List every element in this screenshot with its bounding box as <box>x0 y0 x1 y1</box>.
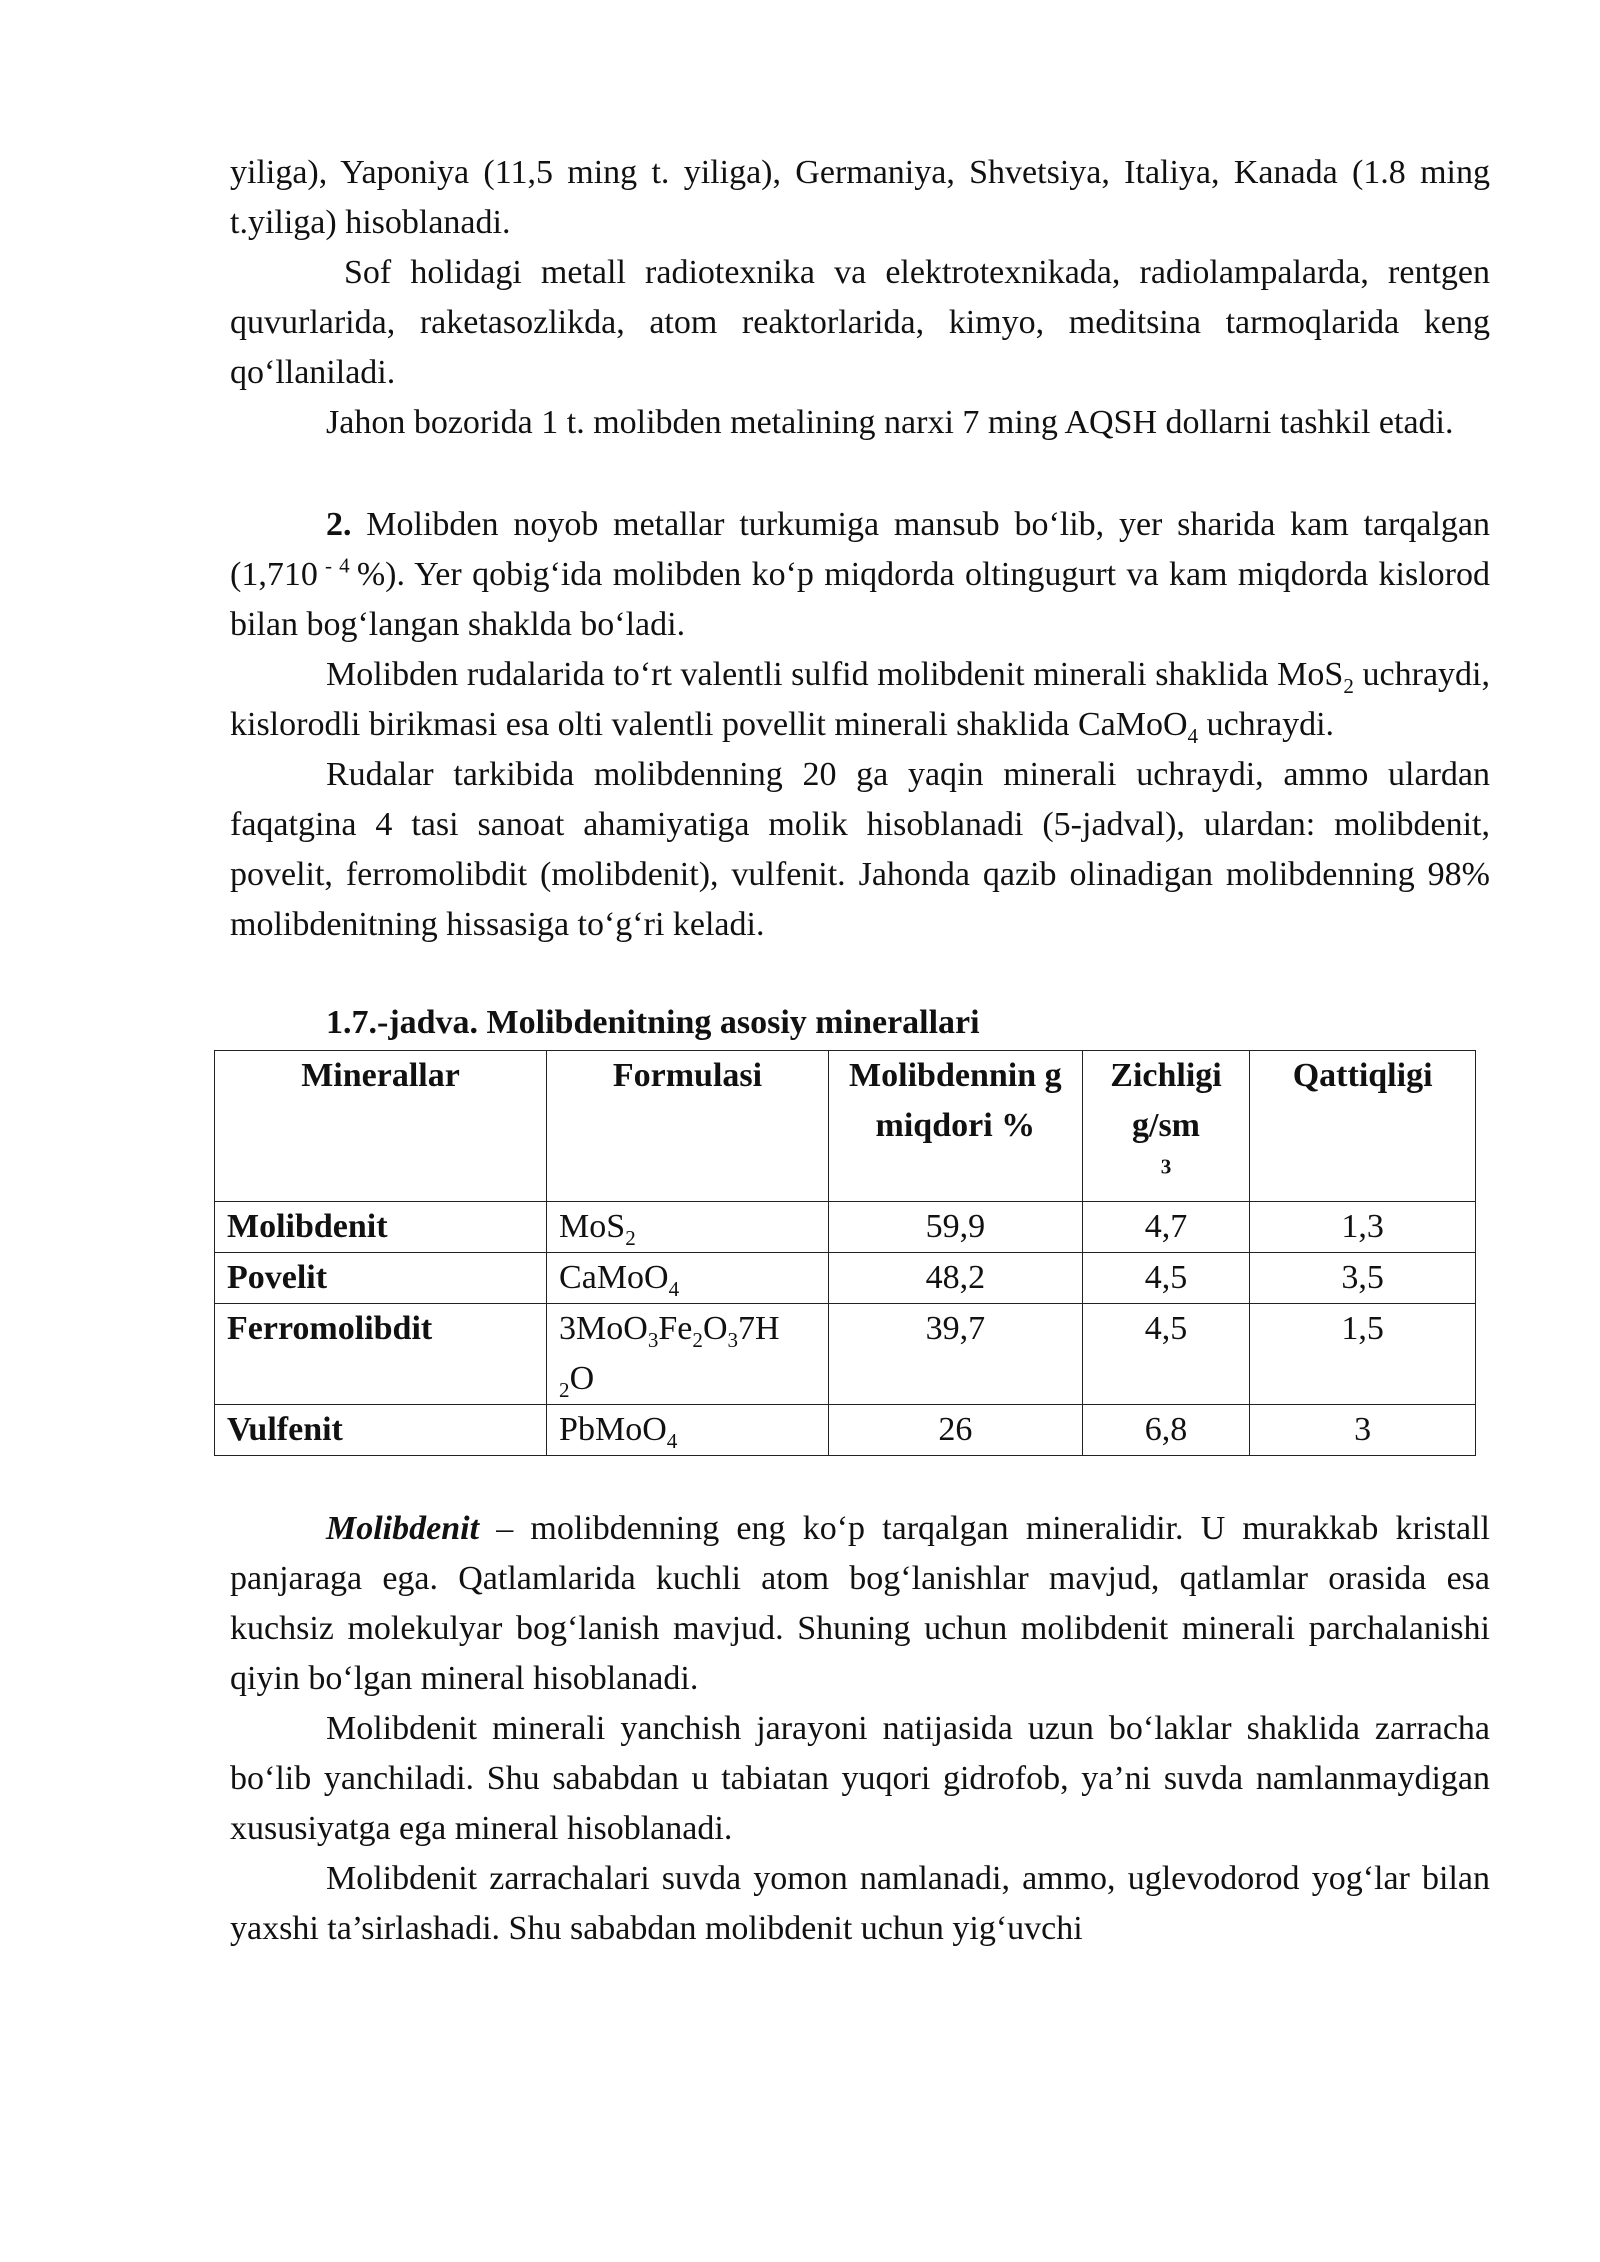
term: Molibdenit <box>326 1510 480 1547</box>
table-row <box>215 1304 1476 1405</box>
column-header: Zichligi g/sm $^3$ <box>1082 1051 1250 1202</box>
table-row <box>215 1405 1476 1456</box>
paragraph <box>230 650 1490 750</box>
density: 6,8 <box>1082 1405 1250 1456</box>
hardness: 3,5 <box>1250 1253 1476 1304</box>
column-header: Qattiqligi <box>1250 1051 1476 1202</box>
paragraph: Jahon bozorida 1 t. molibden metalining narxi 7 ming AQSH dollarni tashkil etadi. <box>326 404 1454 441</box>
hardness: 1,5 <box>1250 1304 1476 1405</box>
text-run: uchraydi. <box>1198 706 1335 743</box>
mineral-name: Molibdenit <box>215 1202 547 1253</box>
paragraph <box>230 500 1490 650</box>
paragraph <box>230 1504 1490 1704</box>
paragraph: Sof holidagi metall radiotexnika va elektrotexnikada, radiolampalarda, rentgen quvurlarida, raketasozlikda, atom reaktorlarida, kimyo, meditsina tarmoqlarida keng qo‘llaniladi. <box>230 254 1490 391</box>
spacer <box>230 448 1490 500</box>
molybdenum-content: 48,2 <box>828 1253 1082 1304</box>
text-run: Molibden noyob metallar turkumiga mansub bo‘lib, yer sharida kam tarqalgan (1,710 <box>230 506 1490 593</box>
superscript: - 4 <box>317 553 357 578</box>
formula-cell: MoS$_2$ <box>547 1202 829 1253</box>
table-caption: 1.7.-jadva. Molibdenitning asosiy minerallari <box>326 1004 980 1041</box>
text-run: uchraydi, kislorodli birikmasi esa olti valentli povellit minerali shaklida CaMoO <box>230 656 1490 743</box>
formula-cell: $3MoO_3Fe_2O_37H$ $_2$O <box>547 1304 829 1405</box>
column-header: Formulasi <box>547 1051 829 1202</box>
molybdenum-content: 39,7 <box>828 1304 1082 1405</box>
text-run: – molibdenning eng ko‘p tarqalgan mineralidir. U murakkab kristall panjaraga ega. Qatlamlarida kuchli atom bog‘lanishlar mavjud, qatlamlar orasida esa kuchsiz molekulyar bog‘lanish mavjud. Shuning uchun molibdenit minerali parchalanishi qiyin bo‘lgan mineral hisoblanadi. <box>230 1510 1490 1697</box>
table-row <box>215 1253 1476 1304</box>
mineral-name: Povelit <box>215 1253 547 1304</box>
mineral-name: Vulfenit <box>215 1405 547 1456</box>
text-run: %). Yer qobig‘ida molibden ko‘p miqdorda oltingugurt va kam miqdorda kislorod bilan bog‘langan shaklda bo‘ladi. <box>230 556 1491 643</box>
paragraph: Molibdenit zarrachalari suvda yomon namlanadi, ammo, uglevodorod yog‘lar bilan yaxshi ta’sirlashadi. Shu sababdan molibdenit uchun yig‘uvchi <box>230 1860 1490 1947</box>
spacer <box>230 950 1490 998</box>
minerals-table <box>214 1050 1476 1456</box>
molybdenum-content: 26 <box>828 1405 1082 1456</box>
subscript: 2 <box>1343 673 1354 698</box>
paragraph: Rudalar tarkibida molibdenning 20 ga yaqin minerali uchraydi, ammo ulardan faqatgina 4 tasi sanoat ahamiyatiga molik hisoblanadi (5-jadval), ulardan: molibdenit, povelit, ferromolibdit (molibdenit), vulfenit. Jahonda qazib olinadigan molibdenning 98% molibdenitning hissasiga to‘g‘ri keladi. <box>230 756 1490 943</box>
density: 4,7 <box>1082 1202 1250 1253</box>
formula-cell: CaMoO$_4$ <box>547 1253 829 1304</box>
section-number: 2. <box>326 506 352 543</box>
formula-cell: PbMoO$_4$ <box>547 1405 829 1456</box>
spacer <box>230 1456 1490 1504</box>
subscript: 4 <box>1187 723 1199 748</box>
table-row <box>215 1202 1476 1253</box>
text-run: Molibden rudalarida to‘rt valentli sulfid molibdenit minerali shaklida MoS <box>326 656 1344 693</box>
column-header: Molibdennin g miqdori % <box>828 1051 1082 1202</box>
column-header: Minerallar <box>215 1051 547 1202</box>
document-page <box>227 148 1491 1954</box>
paragraph: Molibdenit minerali yanchish jarayoni natijasida uzun bo‘laklar shaklida zarracha bo‘lib yanchiladi. Shu sababdan u tabiatan yuqori gidrofob, ya’ni suvda namlanmaydigan xususiyatga ega mineral hisoblanadi. <box>230 1710 1490 1847</box>
density: 4,5 <box>1082 1253 1250 1304</box>
hardness: 3 <box>1250 1405 1476 1456</box>
mineral-name: Ferromolibdit <box>215 1304 547 1405</box>
hardness: 1,3 <box>1250 1202 1476 1253</box>
density: 4,5 <box>1082 1304 1250 1405</box>
molybdenum-content: 59,9 <box>828 1202 1082 1253</box>
table-header-row <box>215 1051 1476 1202</box>
paragraph: yiliga), Yaponiya (11,5 ming t. yiliga), Germaniya, Shvetsiya, Italiya, Kanada (1.8 ming t.yiliga) hisoblanadi. <box>230 154 1490 241</box>
